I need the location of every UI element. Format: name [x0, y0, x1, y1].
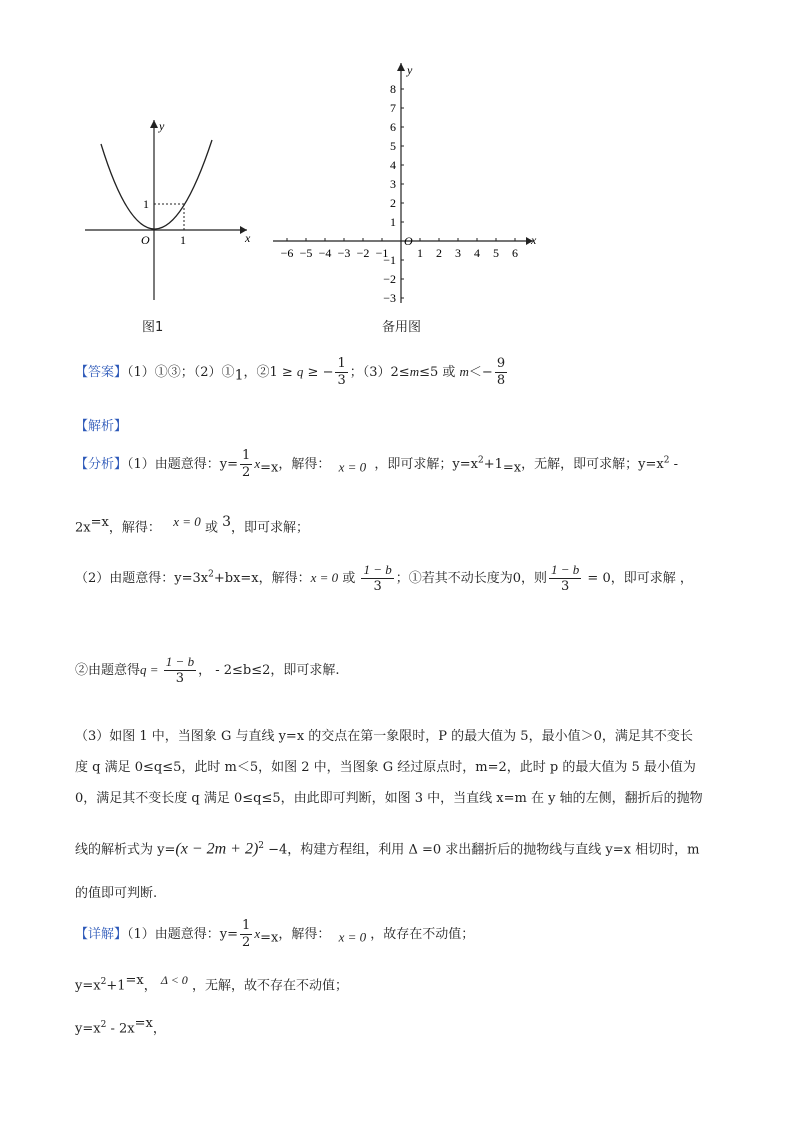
- fig1-tick-x-1: 1: [180, 233, 186, 247]
- fig1-y-label: y: [159, 119, 165, 133]
- answer-part1: （1）①③；（2）①: [127, 365, 235, 380]
- fig2-x-tick-label: 4: [474, 246, 480, 260]
- answer-m1: m: [409, 364, 420, 379]
- figure-1-parabola: [75, 112, 265, 312]
- square: 2: [100, 1020, 107, 1030]
- square: 2: [100, 977, 107, 987]
- part3-line-3: 0，满足其不变长度 q 满足 0≤q≤5，由此即可判断，如图 3 中，当直线 x=m 在 y 轴的左侧，翻折后的抛物: [75, 791, 703, 806]
- answer-part3: ≥ −: [303, 365, 334, 380]
- detail-text: y=x: [75, 1021, 101, 1037]
- detail-line-3: [75, 1014, 166, 1039]
- detail-tag: 【详解】: [75, 927, 128, 942]
- analysis-line-3: [75, 562, 693, 595]
- square: 2: [208, 569, 214, 580]
- solution-x0: x = 0: [338, 929, 367, 945]
- fig2-y-tick-label: 5: [390, 139, 396, 153]
- frac-1-b-3-b: $\frac{1 - b}{3}$: [551, 562, 580, 594]
- answer-line: [75, 356, 509, 389]
- detail-text: ，解得：: [278, 927, 331, 942]
- eq-x: =x: [260, 460, 279, 476]
- answer-m2: m: [459, 364, 469, 379]
- fig2-x-tick-label: −4: [318, 246, 332, 260]
- answer-q: q: [296, 364, 304, 379]
- fig2-y-label: y: [407, 63, 413, 77]
- detail-text: ，故存在不动值；: [370, 927, 475, 942]
- analysis-text: ，无解，即可求解；y=x: [521, 457, 664, 472]
- analysis-text: +bx=x，解得：: [213, 571, 311, 586]
- fig1-caption: 图1: [142, 320, 164, 335]
- detail-text: ，无解，故不存在不动值；: [191, 978, 348, 994]
- solution-x0: x = 0: [338, 459, 367, 475]
- answer-tag: 【答案】: [75, 365, 128, 380]
- fig2-x-tick-label: −5: [299, 246, 313, 260]
- frac-1-2: $\frac{1}{2}$: [242, 918, 251, 950]
- fig2-origin-label: O: [404, 234, 413, 248]
- fig1-tick-y-1: 1: [143, 197, 149, 211]
- fig2-x-tick-label: −6: [280, 246, 294, 260]
- answer-part4: ；（3）2≤: [349, 365, 410, 380]
- analysis-tag: 【解析】: [75, 419, 128, 434]
- part3-line-2: 度 q 满足 0≤q≤5，此时 m＜5，如图 2 中，当图象 G 经过原点时，m=2，此时 p 的最大值为 5 最小值为: [75, 760, 696, 775]
- detail-text: （1）由题意得：y=: [127, 927, 239, 942]
- frac-q: $\frac{1 - b}{3}$: [165, 654, 195, 686]
- fig2-y-tick-label: 3: [390, 177, 396, 191]
- analysis-text: ， - 2≤b≤2，即可求解.: [198, 663, 340, 678]
- analysis-text: 2x: [75, 520, 91, 536]
- eq-x: =x: [90, 515, 109, 530]
- fig2-y-tick-label: 1: [390, 215, 396, 229]
- var-x: x: [254, 926, 261, 941]
- detail-text: ，: [143, 978, 157, 994]
- analysis-sub-tag: 【分析】: [75, 457, 128, 472]
- answer-part5: ≤5 或: [419, 365, 460, 380]
- fig2-x-label: x: [531, 233, 537, 247]
- fig2-x-tick-label: 5: [493, 246, 499, 260]
- fig2-y-tick-label: 4: [390, 158, 396, 172]
- var-q: q =: [140, 662, 162, 677]
- solution-x0: x = 0: [173, 514, 201, 529]
- eq-zero: = 0: [583, 571, 611, 586]
- detail-line-1: [75, 918, 474, 951]
- frac-1-b-3: $\frac{1 - b}{3}$: [363, 562, 392, 594]
- detail-text: y=x: [75, 978, 101, 994]
- detail-text: - 2x: [106, 1021, 135, 1037]
- fig2-x-tick-label: 3: [455, 246, 461, 260]
- eq-x: =x: [125, 973, 144, 988]
- answer-sub1: 1: [234, 367, 244, 384]
- answer-part6: ＜−: [468, 365, 493, 380]
- fig2-x-tick-label: 1: [417, 246, 423, 260]
- fig2-y-tick-label: 8: [390, 82, 396, 96]
- frac-1-2: $\frac{1}{2}$: [242, 448, 251, 480]
- solution-3: 3: [222, 514, 232, 530]
- analysis-text: -: [669, 457, 678, 472]
- fig2-y-tick-label: −3: [383, 291, 396, 305]
- square: 2: [663, 455, 670, 466]
- part3-line-5: 的值即可判断.: [75, 886, 158, 901]
- analysis-text: ；①若其不动长度为0，则: [395, 571, 548, 586]
- eq-x: =x: [502, 460, 522, 476]
- analysis-text: ，即可求解；: [231, 520, 310, 536]
- answer-part2: ，②1 ≥: [243, 365, 297, 380]
- analysis-text: +1: [483, 457, 503, 472]
- fig2-y-tick-label: −1: [383, 253, 396, 267]
- fig2-caption: 备用图: [382, 320, 422, 335]
- fig2-y-arrow: [397, 63, 405, 71]
- square: 2: [258, 841, 265, 851]
- analysis-line-4: [75, 654, 340, 687]
- part3-line-4: [75, 836, 699, 860]
- analysis-text: （2）由题意得：y=3x: [75, 571, 209, 586]
- fig2-y-tick-label: 6: [390, 120, 396, 134]
- analysis-text: ，即可求解 ，: [610, 571, 693, 586]
- detail-text: ，: [152, 1021, 166, 1037]
- fig2-x-tick-label: 6: [512, 246, 518, 260]
- analysis-line-2: [75, 512, 309, 538]
- fig2-x-tick-label: 2: [436, 246, 442, 260]
- analysis-line-1: [75, 448, 678, 481]
- answer-frac-1-3: $\frac{1}{3}$: [337, 356, 346, 388]
- fig2-x-tick-label: −3: [337, 246, 351, 260]
- analysis-text: ，解得：: [278, 457, 331, 472]
- fig1-origin-label: O: [141, 233, 150, 247]
- detail-line-2: [75, 970, 348, 996]
- fig2-x-tick-label: −1: [375, 246, 389, 260]
- or-word: 或: [204, 520, 218, 536]
- analysis-text: ，即可求解；y=x: [374, 457, 478, 472]
- delta-condition: Δ < 0: [160, 973, 188, 987]
- analysis-text: （1）由题意得：y=: [127, 457, 239, 472]
- eq-x: =x: [134, 1016, 153, 1031]
- part3-text: 线的解析式为 y=: [75, 842, 176, 858]
- or-word: 或: [338, 571, 360, 586]
- part3-text: −4，构建方程组，利用 Δ =0 求出翻折后的抛物线与直线 y=x 相切时，m: [264, 842, 700, 858]
- var-x: x: [254, 456, 261, 471]
- fig1-x-label: x: [245, 231, 251, 245]
- analysis-text: ②由题意得: [75, 663, 141, 678]
- solution-x0: x = 0: [310, 570, 339, 585]
- figure-2-spare-axes: [265, 58, 550, 313]
- square: 2: [478, 455, 484, 466]
- answer-frac-9-8: $\frac{9}{8}$: [496, 356, 506, 388]
- fig2-y-tick-label: −2: [383, 272, 396, 286]
- detail-text: +1: [106, 978, 126, 994]
- fig1-y-arrow: [150, 120, 158, 128]
- part3-expression: (x − 2m + 2): [175, 840, 259, 858]
- fig2-x-tick-label: −2: [356, 246, 370, 260]
- eq-x: =x: [260, 930, 279, 946]
- part3-line-1: （3）如图 1 中，当图象 G 与直线 y=x 的交点在第一象限时，P 的最大值为 5，最小值＞0，满足其不变长: [75, 729, 693, 744]
- fig2-y-tick-label: 2: [390, 196, 396, 210]
- analysis-text: ，解得：: [108, 520, 161, 536]
- fig2-y-tick-label: 7: [390, 101, 396, 115]
- fig1-parabola-curve: [101, 140, 212, 229]
